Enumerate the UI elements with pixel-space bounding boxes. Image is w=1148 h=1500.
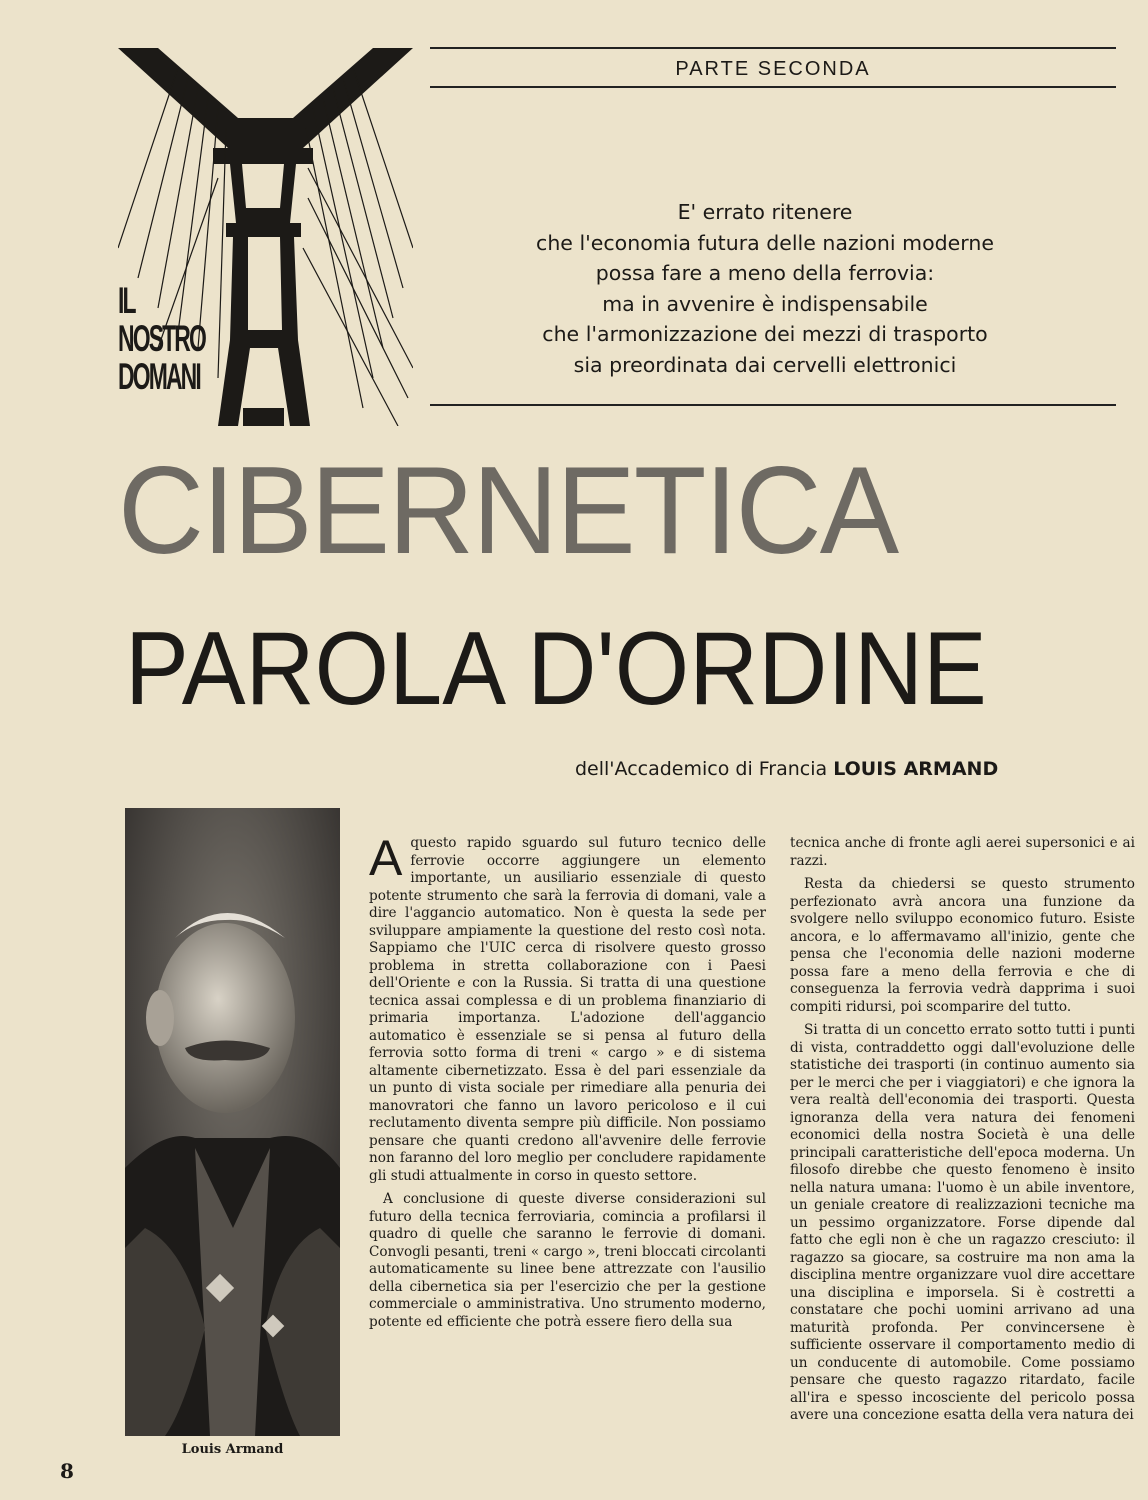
article-paragraph: Aquesto rapido sguardo sul futuro tecnico delle ferrovie occorre aggiungere un elemento importante, un ausiliario essenziale di questo potente strumento che sarà la ferrovia di domani, vale a dire l'aggancio automatico. Non è questa la sede per sviluppare ampiamente la questione del resto così nota. Sappiamo che l'UIC cerca di risolvere questo grosso problema in stretta collaborazione con i Paesi dell'Oriente e con la Russia. Si tratta di una questione tecnica assai complessa e di un problema finanziario di primaria importanza. L'adozione dell'aggancio automatico è essenziale se si pensa al futuro della ferrovia sotto forma di treni « cargo » e di sistema altamente cibernetizzato. Essa è del pari essenziale da un punto di vista sociale per rimediare alla penuria dei manovratori che fanno un lavoro pericoloso e il cui reclutamento diventa sempre più difficile. Non possiamo pensare che quanti credono all'avvenire delle ferrovie non faranno del loro meglio per concludere rapidamente gli studi attualmente in corso in questo settore. [369, 830, 766, 1184]
logo-text [118, 280, 205, 397]
bridge-pillar [218, 237, 310, 426]
subtitle-line: che l'economia futura delle nazioni moderne [536, 230, 994, 255]
bridge-base [243, 408, 284, 426]
article-column-2 [790, 835, 1135, 1431]
article-column-1 [369, 830, 766, 1337]
subtitle-line: che l'armonizzazione dei mezzi di trasporto [542, 322, 988, 346]
byline-author: LOUIS ARMAND [833, 758, 999, 780]
logo-line-1: IL [118, 280, 135, 321]
rule-subtitle-bottom [430, 404, 1116, 406]
drop-cap: A [369, 830, 403, 886]
subtitle-line: ma in avvenire è indispensabile [602, 291, 928, 316]
logo-line-2: NOSTRO [118, 318, 205, 359]
subtitle-line: possa fare a meno della ferrovia: [595, 261, 935, 285]
article-paragraph: tecnica anche di fronte agli aerei supersonici e ai razzi. [790, 835, 1135, 869]
rule-top-2 [430, 86, 1116, 88]
rule-top-1 [430, 47, 1116, 49]
section-label: PARTE SECONDA [675, 58, 871, 80]
bridge-beam-1 [213, 148, 313, 164]
subtitle-line: sia preordinata dai cervelli elettronici [573, 352, 957, 377]
byline [575, 758, 1135, 780]
article-paragraph: Si tratta di un concetto errato sotto tutti i punti di vista, contraddetto oggi dall'evoluzione delle statistiche dei trasporti (in continuo aumento sia per le merci che per i viaggiatori) e che ignora la vera realtà dell'economia dei trasporti. Questa ignoranza della vera natura dei fenomeni economici della nostra Società è una delle principali caratteristiche dell'epoca moderna. Un filosofo direbbe che questo fenomeno è insito nella natura umana: l'uomo è un abile inventore, un geniale creatore di realizzazioni tecniche ma un pessimo organizzatore. Forse dipende dal fatto che egli non è che un ragazzo cresciuto: il ragazzo sa giocare, sa costruire ma non ama la disciplina mentre organizzare vuol dire accettare una disciplina e imporsela. Si è costretti a constatare che pochi uomini arrivano ad una maturità profonda. Per convincersene è sufficiente osservare il comportamento medio di un conducente di automobile. Come possiamo pensare che questo ragazzo ritardato, facile all'ira e spesso incosciente del pericolo possa avere una concezione esatta della vera natura dei [790, 1022, 1135, 1423]
bridge-frame-1 [230, 164, 296, 223]
logo-line-3: DOMANI [118, 356, 200, 397]
subtitle-deck [440, 197, 1090, 380]
byline-prefix: dell'Accademico di Francia [575, 758, 828, 780]
article-paragraph: Resta da chiedersi se questo strumento perfezionato avrà ancora una funzione da svolgere nello sviluppo economico futuro. Esiste ancora, e lo affermavamo all'inizio, gente che pensa che l'economia delle nazioni moderne possa fare a meno della ferrovia e che di conseguenza la ferrovia vedrà dapprima i suoi compiti ridursi, poi scomparire del tutto. [790, 876, 1135, 1015]
portrait-photo [125, 808, 340, 1436]
page-number: 8 [60, 1459, 74, 1483]
photo-caption: Louis Armand [181, 1442, 284, 1457]
bridge-arch-top [118, 48, 413, 148]
bridge-beam-2 [226, 223, 301, 237]
headline-line-2: PAROLA D'ORDINE [125, 611, 987, 727]
subtitle-line: E' errato ritenere [677, 200, 853, 224]
headline-line-1: CIBERNETICA [118, 442, 898, 580]
article-paragraph: A conclusione di queste diverse considerazioni sul futuro della tecnica ferroviaria, comincia a profilarsi il quadro di quelle che saranno le ferrovie di domani. Convogli pesanti, treni « cargo », treni bloccati circolanti automaticamente su linee bene attrezzate con l'ausilio della cibernetica sia per l'esercizio che per la gestione commerciale o amministrativa. Uno strumento moderno, potente ed efficiente che potrà essere fiero della sua [369, 1191, 766, 1330]
